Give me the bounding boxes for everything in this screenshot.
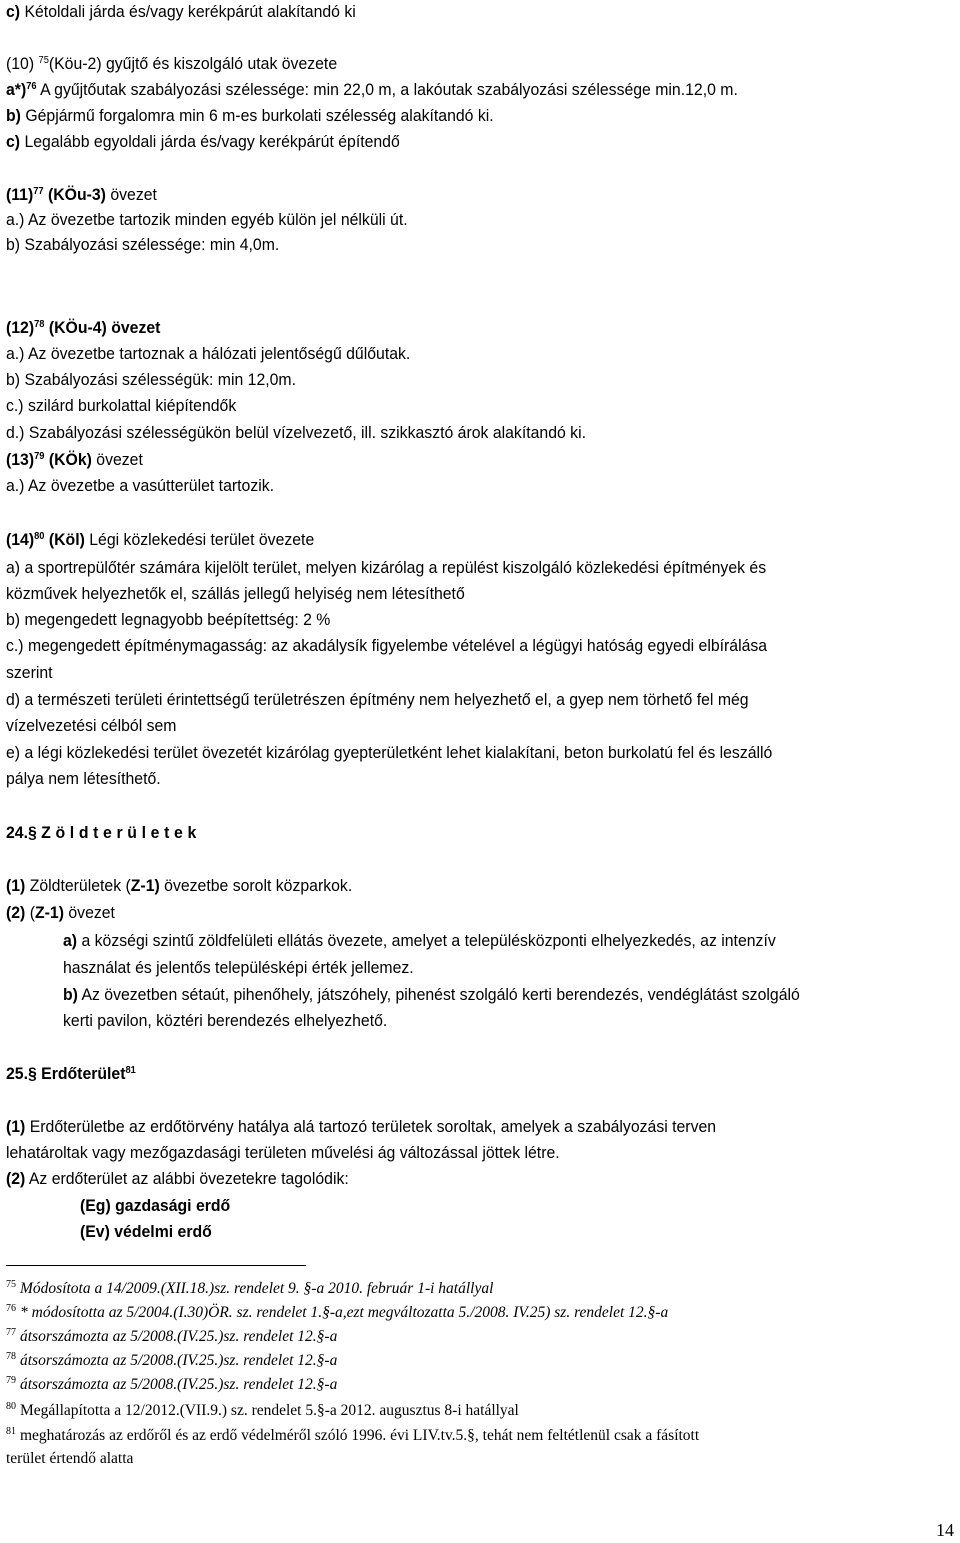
text-line: (2) (Z-1) övezet xyxy=(6,903,115,922)
footnote xyxy=(6,1374,337,1396)
text-line: b) Gépjármű forgalomra min 6 m-es burkolati szélesség alakítandó ki. xyxy=(6,106,494,125)
footnote-text: Megállapította a 12/2012.(VII.9.) sz. rendelet 5.§-a 2012. augusztus 8-i hatállyal xyxy=(20,1402,519,1419)
footnote-text: meghatározás az erdőről és az erdő védelméről szóló 1996. évi LIV.tv.5.§, tehát nem feltétlenül csak a fásított xyxy=(20,1427,700,1444)
text-line: a) a községi szintű zöldfelületi ellátás övezete, amelyet a településközponti elhelyezkedés, az intenzív xyxy=(63,931,776,950)
footnote-number: 81 xyxy=(6,1426,16,1437)
footnote-text: átsorszámozta az 5/2008.(IV.25.)sz. rendelet 12.§-a xyxy=(20,1328,338,1345)
text-line: vízelvezetési célból sem xyxy=(6,716,177,735)
footnote xyxy=(6,1448,133,1470)
text-line: (1) Zöldterületek (Z-1) övezetbe sorolt közparkok. xyxy=(6,876,353,895)
text-line: b) Szabályozási szélessége: min 4,0m. xyxy=(6,235,280,254)
footnote xyxy=(6,1302,668,1324)
text-line: a) a sportrepülőtér számára kijelölt terület, melyen kizárólag a repülést kiszolgáló közlekedési építmények és xyxy=(6,558,767,577)
text-line: a.) Az övezetbe tartoznak a hálózati jelentőségű dűlőutak. xyxy=(6,344,411,363)
footnote-text: átsorszámozta az 5/2008.(IV.25.)sz. rendelet 12.§-a xyxy=(20,1352,338,1369)
footnote-number: 75 xyxy=(6,1279,16,1290)
text-line: $(14)^{80}$ (Köl) Légi közlekedési terület övezete xyxy=(6,530,315,549)
text-line: a.) Az övezetbe tartozik minden egyéb külön jel nélküli út. xyxy=(6,210,408,229)
footnote xyxy=(6,1400,519,1422)
text-line: a.) Az övezetbe a vasútterület tartozik. xyxy=(6,476,275,495)
text-line: c) Legalább egyoldali járda és/vagy kerékpárút építendő xyxy=(6,132,400,151)
text-line: e) a légi közlekedési terület övezetét kizárólag gyepterületként lehet kialakítani, beton burkolatú fel és leszálló xyxy=(6,743,773,762)
footnote-number: 76 xyxy=(6,1303,16,1314)
text-line: c.) szilárd burkolattal kiépítendők xyxy=(6,396,237,415)
text-line: (10) $^{75}$(Köu-2) gyűjtő és kiszolgáló utak övezete xyxy=(6,54,338,73)
footnote-text: Módosítota a 14/2009.(XII.18.)sz. rendelet 9. §-a 2010. február 1-i hatállyal xyxy=(20,1280,494,1297)
text-line: a*)$^{76}$ A gyűjtőutak szabályozási szélessége: min 22,0 m, a lakóutak szabályozási szélessége min.12,0 m. xyxy=(6,80,738,99)
text-line: $(13)^{79}$ (KÖk) övezet xyxy=(6,450,143,469)
text-line: c.) megengedett építménymagasság: az akadálysík figyelembe vételével a légügyi hatóság egyedi elbírálása xyxy=(6,636,768,655)
text-line: b) Az övezetben sétaút, pihenőhely, játszóhely, pihenést szolgáló kerti berendezés, vendéglátást szolgáló xyxy=(63,985,800,1004)
footnote-number: 80 xyxy=(6,1401,16,1412)
footnote-text: átsorszámozta az 5/2008.(IV.25.)sz. rendelet 12.§-a xyxy=(20,1376,338,1393)
text-line: pálya nem létesíthető. xyxy=(6,769,161,788)
text-line: d) a természeti területi érintettségű területrészen építmény nem helyezhető el, a gyep nem törhető fel még xyxy=(6,690,749,709)
footnote-number: 78 xyxy=(6,1351,16,1362)
text-line: $(12)^{78}$ (KÖu-4) övezet xyxy=(6,318,161,337)
text-line: d.) Szabályozási szélességükön belül vízelvezető, ill. szikkasztó árok alakítandó ki. xyxy=(6,423,586,442)
footnote-separator xyxy=(6,1265,306,1266)
text-line: szerint xyxy=(6,663,53,682)
text-line: közművek helyezhetők el, szállás jellegű helyiség nem létesíthető xyxy=(6,584,465,603)
text-line: 24.§ Zöldterületek xyxy=(6,823,201,842)
footnote xyxy=(6,1350,337,1372)
footnote-number: 79 xyxy=(6,1375,16,1386)
footnote-number: 77 xyxy=(6,1327,16,1338)
footnote xyxy=(6,1326,337,1348)
text-line: kerti pavilon, köztéri berendezés elhelyezhető. xyxy=(63,1011,388,1030)
text-line: b) megengedett legnagyobb beépítettség: 2 % xyxy=(6,610,331,629)
footnote xyxy=(6,1278,493,1300)
page-number: 14 xyxy=(936,1520,954,1540)
text-line: használat és jelentős településképi érték jellemez. xyxy=(63,958,414,977)
text-line: c) Kétoldali járda és/vagy kerékpárút alakítandó ki xyxy=(6,2,356,21)
footnote-text: * módosította az 5/2004.(I.30)ÖR. sz. rendelet 1.§-a,ezt megváltozatta 5./2008. IV.25) sz. rendelet 12.§-a xyxy=(20,1304,669,1321)
text-line: (Eg) gazdasági erdő xyxy=(80,1196,231,1215)
text-line: (2) Az erdőterület az alábbi övezetekre tagolódik: xyxy=(6,1169,349,1188)
text-line: b) Szabályozási szélességük: min 12,0m. xyxy=(6,370,296,389)
footnote xyxy=(6,1425,699,1447)
text-line: (1) Erdőterületbe az erdőtörvény hatálya alá tartozó területek soroltak, amelyek a szabályozási terven xyxy=(6,1117,717,1136)
text-line: (Ev) védelmi erdő xyxy=(80,1222,212,1241)
text-line: $(11)^{77}$ (KÖu-3) övezet xyxy=(6,185,157,204)
footnote-text: terület értendő alatta xyxy=(6,1450,134,1467)
text-line: 25.§ Erdőterület$^{81}$ xyxy=(6,1064,136,1083)
text-line: lehatároltak vagy mezőgazdasági területen művelési ág változással jöttek létre. xyxy=(6,1143,560,1162)
